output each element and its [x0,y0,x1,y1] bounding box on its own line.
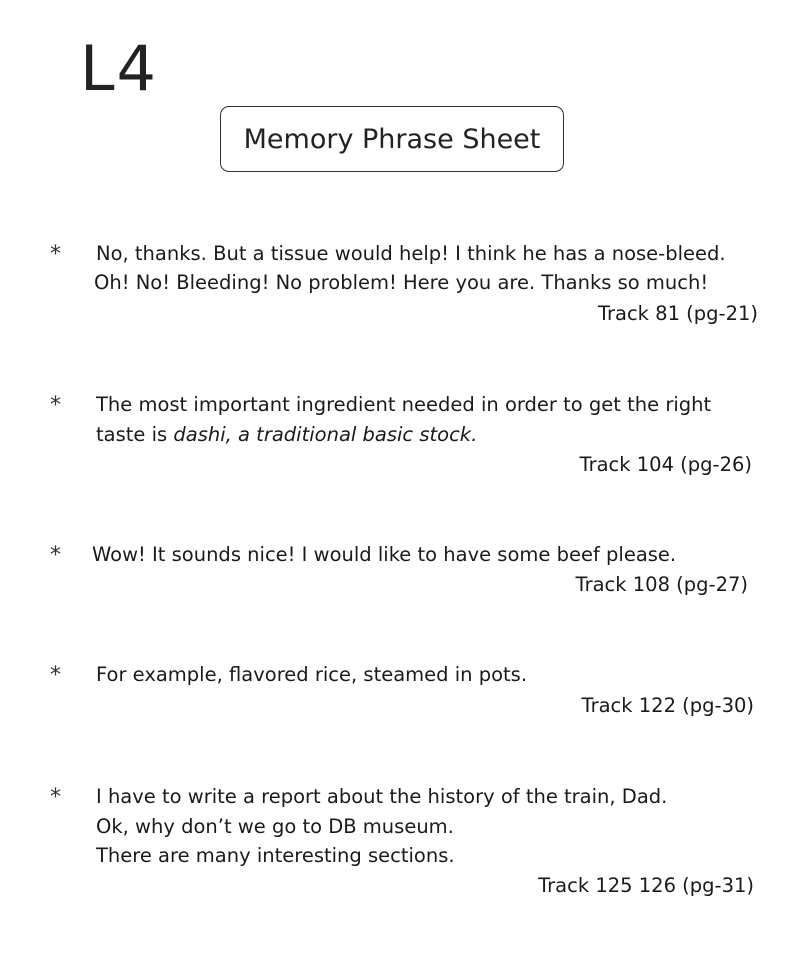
phrase-line: Wow! It sounds nice! I would like to have some beef please. [92,543,677,566]
phrase-text-italic: dashi, a traditional basic stock. [173,423,478,446]
bullet-star-icon: * [50,242,61,267]
phrase-line: Ok, why don’t we go to DB museum. [96,815,454,838]
page-title: Memory Phrase Sheet [243,123,541,155]
phrase-line [96,421,477,449]
track-reference: Track 125 126 (pg-31) [538,874,754,897]
title-box [220,106,564,172]
track-reference: Track 104 (pg-26) [579,453,752,476]
phrase-line: I have to write a report about the history of the train, Dad. [96,785,668,808]
phrase-line: No, thanks. But a tissue would help! I think he has a nose-bleed. [96,242,726,265]
track-reference: Track 122 (pg-30) [581,694,754,717]
phrase-line: Oh! No! Bleeding! No problem! Here you are. Thanks so much! [94,271,709,294]
track-reference: Track 108 (pg-27) [575,573,748,596]
bullet-star-icon: * [50,393,61,418]
phrase-line: There are many interesting sections. [96,844,455,867]
bullet-star-icon: * [50,663,61,688]
phrase-line: The most important ingredient needed in order to get the right [96,393,712,416]
phrase-line: For example, flavored rice, steamed in pots. [96,663,528,686]
level-label: L4 [80,32,158,105]
bullet-star-icon: * [50,785,61,810]
track-reference: Track 81 (pg-21) [597,302,758,325]
bullet-star-icon: * [50,543,61,568]
phrase-text-plain: taste is [96,423,174,446]
